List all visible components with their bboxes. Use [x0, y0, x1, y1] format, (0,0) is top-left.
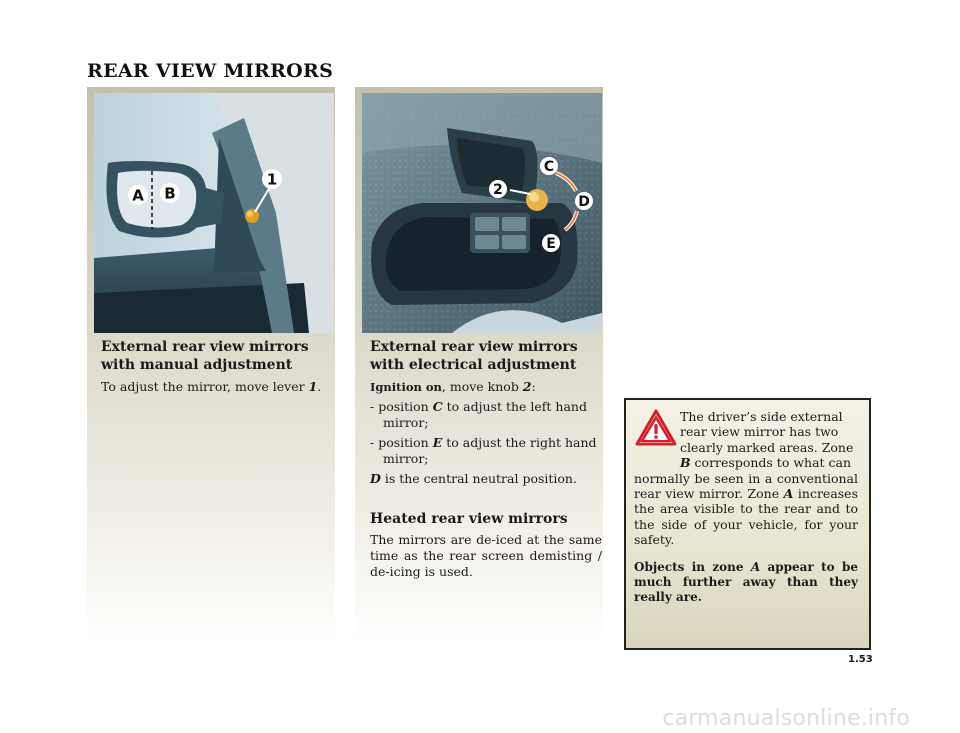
- manual-adjustment-text: To adjust the mirror, move lever 1.: [101, 379, 322, 394]
- position-e-label: E: [546, 236, 556, 252]
- zone-a-label: A: [132, 186, 144, 205]
- warning-triangle-icon: [635, 409, 677, 447]
- electrical-adjustment-heading: External rear view mirrors with electrical adjustment: [370, 339, 578, 373]
- watermark: carmanualsonline.info: [662, 706, 910, 731]
- ignition-instruction: Ignition on, move knob 2:: [370, 379, 536, 394]
- lever-1-label: 1: [266, 170, 278, 189]
- position-e-item: - position E to adjust the right hand mirror;: [370, 435, 597, 466]
- manual-adjustment-section: [101, 338, 333, 395]
- electric-mirror-control-photo: [362, 93, 602, 333]
- manual-mirror-photo: [94, 93, 334, 333]
- warning-text: The driver’s side external rear view mirror has two clearly marked areas. Zone B corresponds to what can normally be seen in a conventional rear view mirror. Zone A increases the area visible to the rear and to the side of your vehicle, for your safety.: [634, 409, 858, 548]
- zone-b-label: B: [164, 184, 176, 203]
- electrical-adjustment-section: [370, 338, 602, 580]
- heated-mirrors-heading: Heated rear view mirrors: [370, 511, 568, 527]
- heated-mirrors-text: The mirrors are de-iced at the same time as the rear screen demisting / de-icing is used.: [370, 532, 602, 579]
- position-d-label: D: [578, 194, 590, 210]
- manual-adjustment-heading: External rear view mirrors with manual adjustment: [101, 339, 309, 373]
- position-c-item: - position C to adjust the left hand mirror;: [370, 399, 587, 430]
- position-c-label: C: [543, 159, 555, 175]
- knob-2-label: 2: [493, 182, 503, 198]
- page-number: 1.53: [848, 654, 873, 665]
- warning-bold-note: Objects in zone A appear to be much further away than they really are.: [634, 559, 858, 604]
- neutral-position-text: D is the central neutral position.: [370, 471, 577, 486]
- page-title: REAR VIEW MIRRORS: [87, 60, 334, 82]
- warning-box: [624, 398, 871, 650]
